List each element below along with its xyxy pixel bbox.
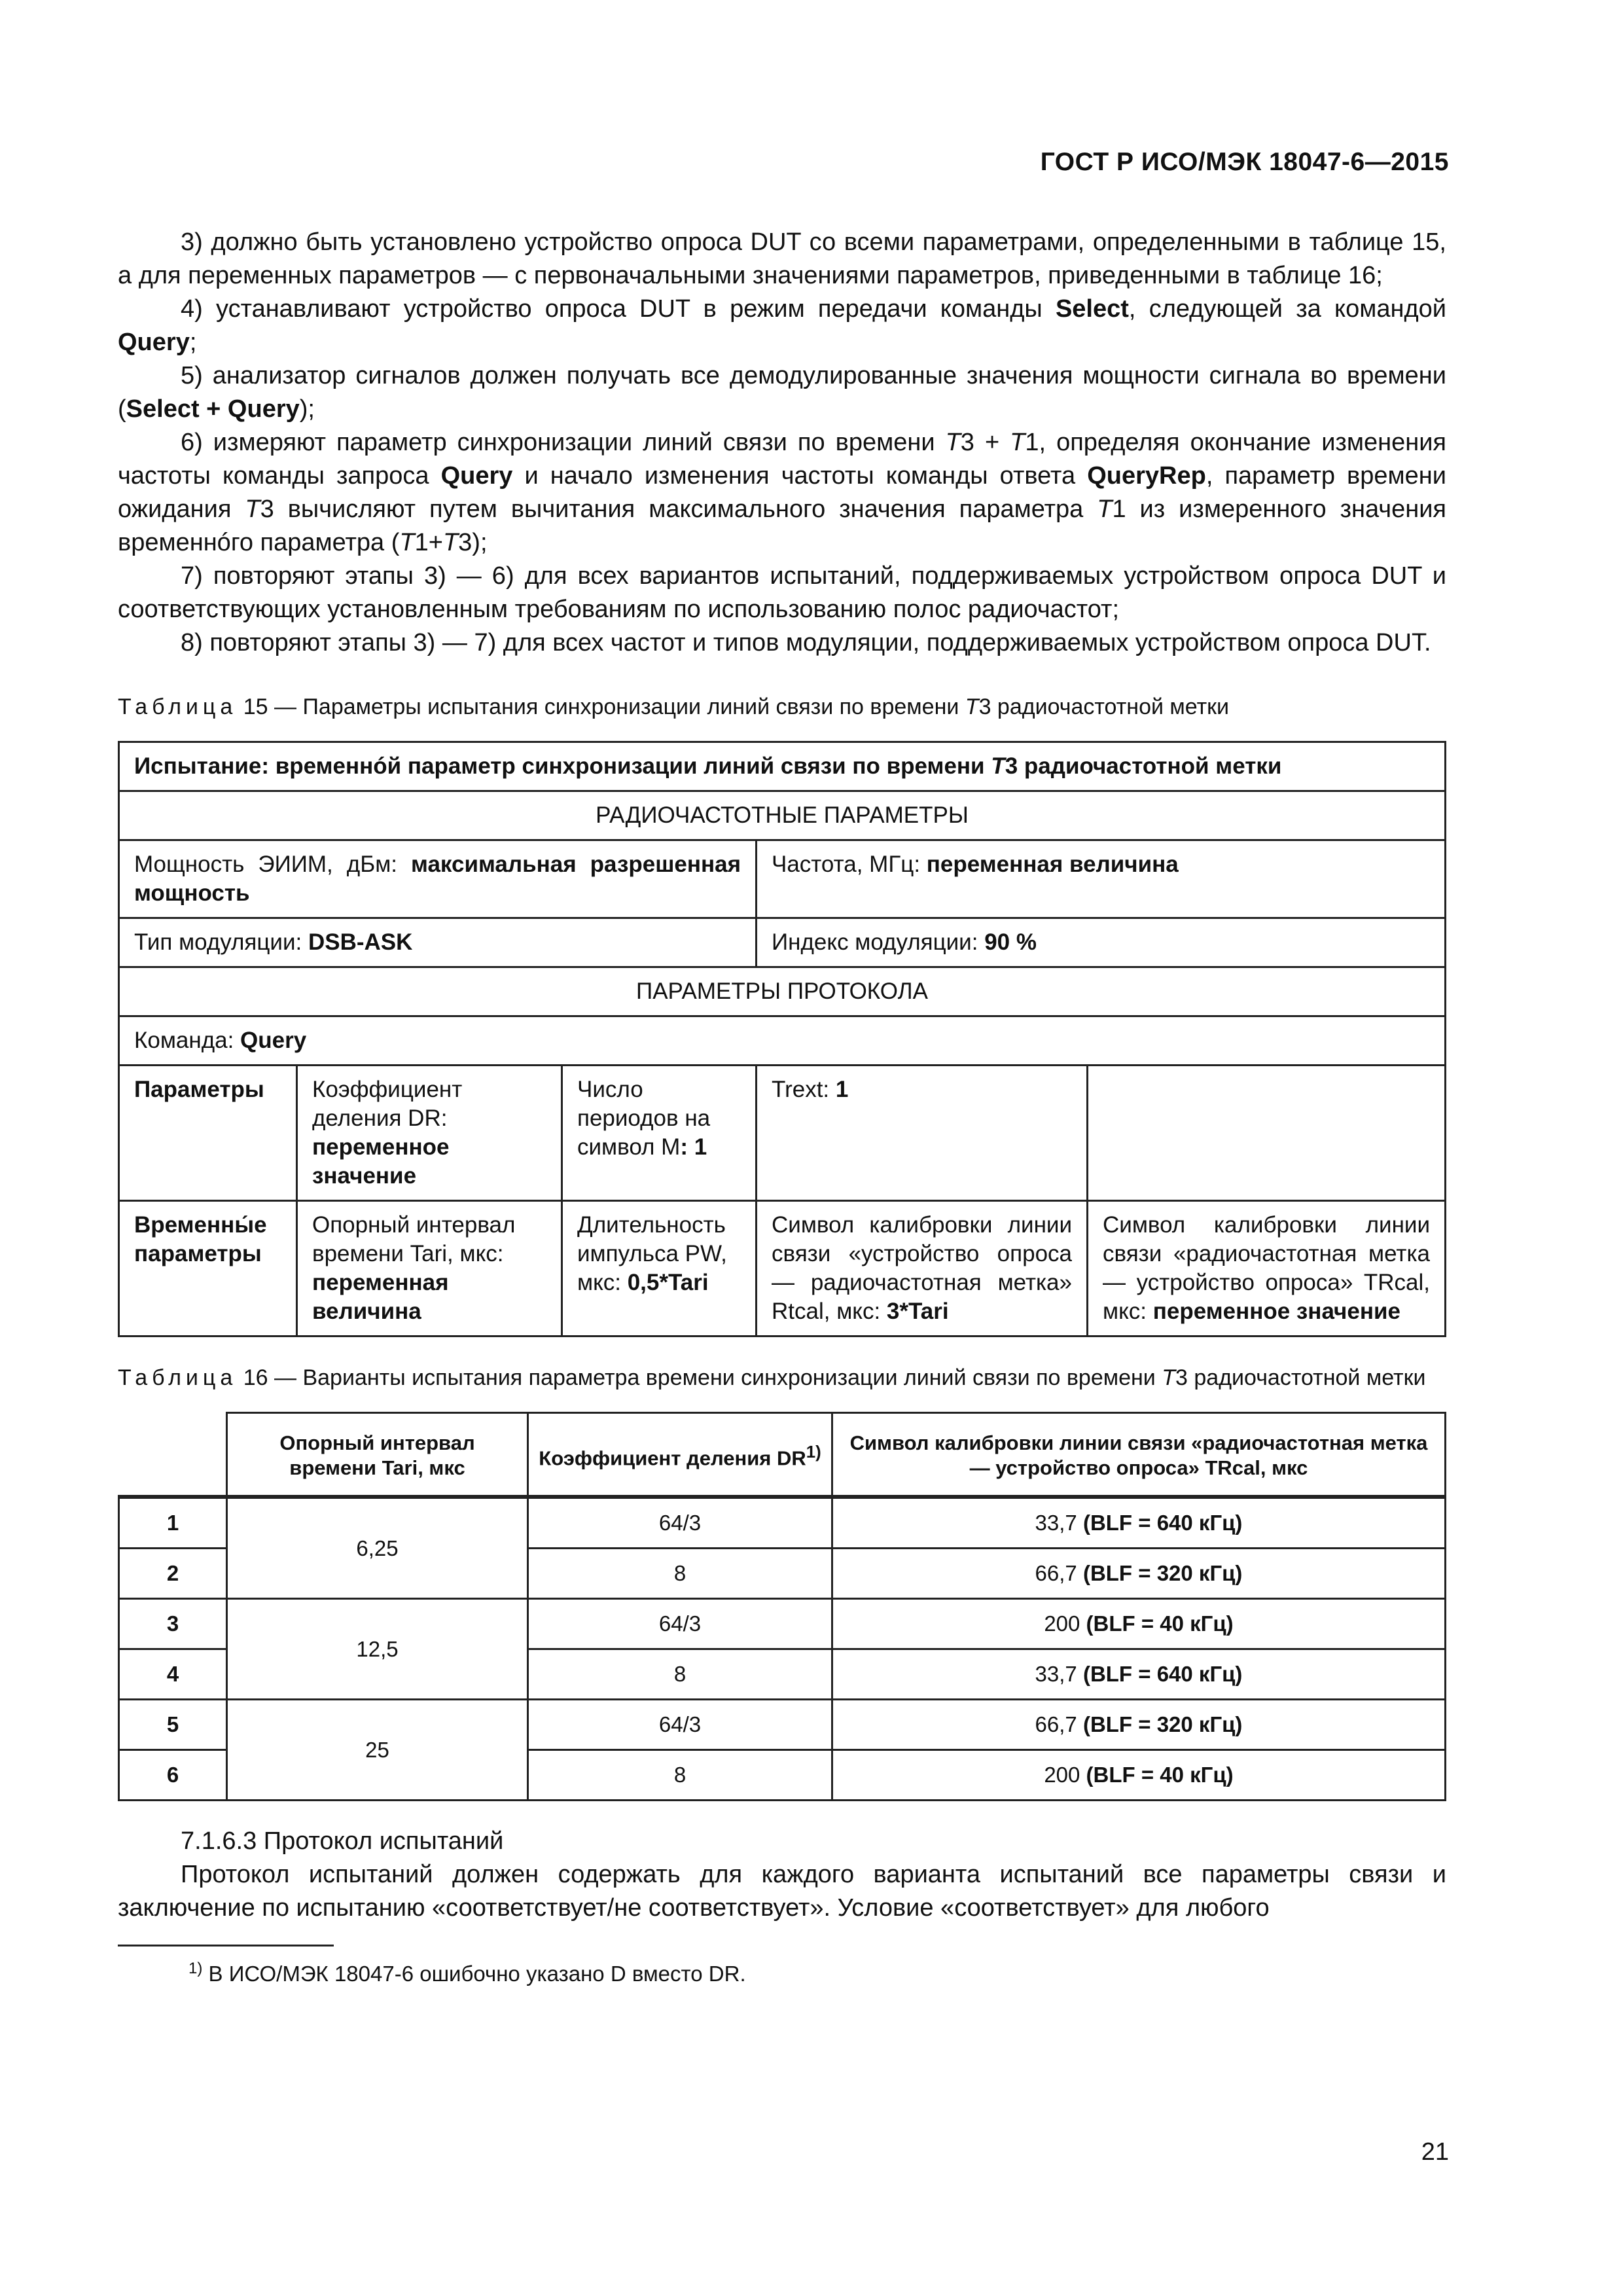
table-header-row — [119, 1413, 1446, 1498]
step-3: 3) должно быть установлено устройство опроса DUT со всеми параметрами, определенными в таблице 15, а для переменных параметров — с первоначальными значениями параметров, приведенными в таблице 16; — [118, 228, 1446, 289]
dr-value: 64/3 — [528, 1700, 832, 1750]
params-label-cell: Параметры — [119, 1066, 297, 1201]
modulation-type-cell: Тип модуляции: DSB-ASK — [119, 918, 757, 967]
trcal-value: 33,7 (BLF = 640 кГц) — [832, 1649, 1446, 1700]
table-row — [119, 742, 1446, 791]
tari-value: 6,25 — [227, 1497, 528, 1599]
modulation-index-cell: Индекс модуляции: 90 % — [757, 918, 1446, 967]
trcal-value: 200 (BLF = 40 кГц) — [832, 1599, 1446, 1649]
tari-value: 12,5 — [227, 1599, 528, 1700]
power-cell: Мощность ЭИИМ, дБм: максимальная разрешенная мощность — [119, 840, 757, 918]
step-8: 8) повторяют этапы 3) — 7) для всех частот и типов модуляции, поддерживаемых устройством опроса DUT. — [181, 629, 1431, 656]
col-header-tari: Опорный интервал времени Tari, мкс — [227, 1413, 528, 1498]
dr-value: 64/3 — [528, 1497, 832, 1549]
row-number: 4 — [119, 1649, 227, 1700]
dr-value: 8 — [528, 1750, 832, 1801]
trext-cell: Trext: 1 — [757, 1066, 1088, 1201]
table-row — [119, 840, 1446, 918]
table-row — [119, 1599, 1446, 1649]
timing-label-cell: Временны́е параметры — [119, 1201, 297, 1336]
table-row — [119, 791, 1446, 840]
dr-value: 64/3 — [528, 1599, 832, 1649]
page-number: 21 — [1421, 2138, 1449, 2166]
step-5: 5) анализатор сигналов должен получать все демодулированные значения мощности сигнала во времени (Select + Query); — [118, 362, 1446, 423]
dr-value: 8 — [528, 1649, 832, 1700]
footnote-divider — [118, 1945, 334, 1946]
footnote: $^{1)}$ В ИСО/МЭК 18047-6 ошибочно указано D вместо DR. — [188, 1960, 746, 1986]
trcal-cell: Символ калибровки линии связи «радиочастотная метка — устройство опроса» TRcal, мкс: переменное значение — [1088, 1201, 1446, 1336]
row-number: 3 — [119, 1599, 227, 1649]
step-7: 7) повторяют этапы 3) — 6) для всех вариантов испытаний, поддерживаемых устройством опроса DUT и соответствующих установленным требованиям по использованию полос радиочастот; — [118, 562, 1446, 623]
col-header-trcal: Символ калибровки линии связи «радиочастотная метка — устройство опроса» TRcal, мкс — [832, 1413, 1446, 1498]
protocol-params-header: ПАРАМЕТРЫ ПРОТОКОЛА — [119, 967, 1446, 1016]
corner-cell — [119, 1413, 227, 1498]
table-row — [119, 967, 1446, 1016]
step-6: 6) измеряют параметр синхронизации линий связи по времени T3 + T1, определяя окончание изменения частоты команды запроса Query и начало изменения частоты команды ответа QueryRep, параметр времени ожидания T3 вычисляют путем вычитания максимального значения параметра T1 из измеренного значения временнóго параметра (T1+T3); — [118, 429, 1447, 556]
table-row — [119, 1016, 1446, 1066]
table-row — [119, 1066, 1446, 1201]
table-row — [119, 1700, 1446, 1750]
table-15 — [118, 741, 1446, 1337]
dr-cell: Коэффициент деления DR: переменное значение — [297, 1066, 562, 1201]
procedure-steps — [118, 226, 1446, 660]
command-cell: Команда: Query — [119, 1016, 1446, 1066]
dr-value: 8 — [528, 1549, 832, 1599]
row-number: 1 — [119, 1497, 227, 1549]
col-header-dr: Коэффициент деления DR$^{1)}$ — [528, 1413, 832, 1498]
section-text: Протокол испытаний должен содержать для каждого варианта испытаний все параметры связи и заключение по испытанию «соответствует/не соответствует». Условие «соответствует» для любого — [118, 1861, 1446, 1922]
trcal-value: 33,7 (BLF = 640 кГц) — [832, 1497, 1446, 1549]
row-number: 6 — [119, 1750, 227, 1801]
table-16 — [118, 1412, 1446, 1801]
tari-value: 25 — [227, 1700, 528, 1801]
empty-cell — [1088, 1066, 1446, 1201]
page-content — [118, 226, 1446, 1986]
trcal-value: 66,7 (BLF = 320 кГц) — [832, 1549, 1446, 1599]
tari-cell: Опорный интервал времени Tari, мкс: переменная величина — [297, 1201, 562, 1336]
table-row — [119, 1201, 1446, 1336]
section-heading: 7.1.6.3 Протокол испытаний — [181, 1827, 504, 1855]
table-row — [119, 1497, 1446, 1549]
frequency-cell: Частота, МГц: переменная величина — [757, 840, 1446, 918]
section-7-1-6-3 — [118, 1825, 1446, 1925]
step-4: 4) устанавливают устройство опроса DUT в режим передачи команды Select, следующей за командой Query; — [118, 295, 1446, 356]
row-number: 2 — [119, 1549, 227, 1599]
m-cell: Число периодов на символ M: 1 — [562, 1066, 757, 1201]
row-number: 5 — [119, 1700, 227, 1750]
table-16-caption: Таблица 16 — Варианты испытания параметра времени синхронизации линий связи по времени T3 радиочастотной метки — [118, 1365, 1426, 1390]
table-row — [119, 918, 1446, 967]
test-title-cell: Испытание: временнóй параметр синхронизации линий связи по времени T3 радиочастотной метки — [119, 742, 1446, 791]
pw-cell: Длительность импульса PW, мкс: 0,5*Tari — [562, 1201, 757, 1336]
trcal-value: 200 (BLF = 40 кГц) — [832, 1750, 1446, 1801]
table-15-caption: Таблица 15 — Параметры испытания синхронизации линий связи по времени T3 радиочастотной метки — [118, 694, 1230, 719]
rf-params-header: РАДИОЧАСТОТНЫЕ ПАРАМЕТРЫ — [119, 791, 1446, 840]
standard-header: ГОСТ Р ИСО/МЭК 18047-6—2015 — [1040, 148, 1449, 176]
trcal-value: 66,7 (BLF = 320 кГц) — [832, 1700, 1446, 1750]
rtcal-cell: Символ калибровки линии связи «устройство опроса — радиочастотная метка» Rtcal, мкс: 3*Tari — [757, 1201, 1088, 1336]
